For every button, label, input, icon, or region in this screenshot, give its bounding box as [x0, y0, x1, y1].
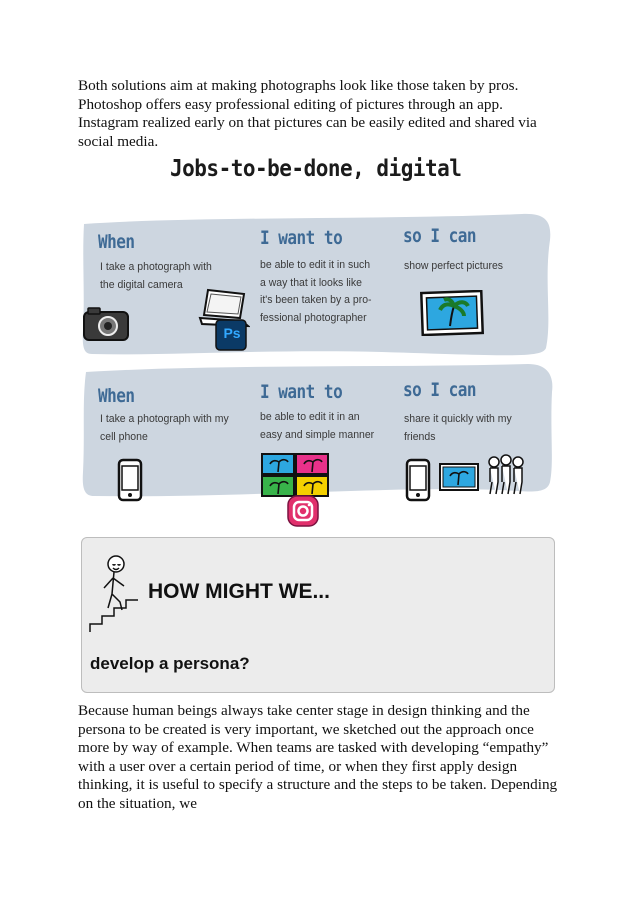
framed-photo-icon	[420, 290, 484, 336]
phone-icon	[116, 458, 144, 502]
hmw-subtitle: develop a persona?	[90, 654, 250, 673]
photo-grid-icon	[260, 452, 330, 498]
when-heading: When	[98, 230, 135, 253]
want-text: be able to edit it in an easy and simple manner	[260, 411, 375, 441]
hmw-title: HOW MIGHT WE...	[148, 580, 330, 603]
want-heading: I want to	[260, 226, 343, 249]
want-heading: I want to	[260, 380, 343, 403]
photo-icon	[438, 462, 480, 492]
when-heading: When	[98, 384, 135, 407]
jtbd-row-digital-camera	[82, 210, 554, 360]
can-text: share it quickly with my friends	[404, 413, 512, 443]
camera-icon	[82, 306, 130, 342]
jtbd-row-cell-phone	[82, 362, 554, 512]
figure-title: Jobs-to-be-done, digital	[170, 154, 462, 182]
intro-paragraph: Both solutions aim at making photographs look like those taken by pros. Photoshop offers easy professional editing of pictures through an app. Instagram realized early on that pictures can be easily edited and shared via social media.	[78, 77, 537, 150]
friends-icon	[484, 454, 528, 498]
how-might-we-card	[81, 537, 555, 693]
phone-icon	[404, 458, 432, 502]
when-text: I take a photograph with my cell phone	[100, 413, 229, 443]
can-heading: so I can	[403, 224, 477, 247]
can-heading: so I can	[403, 378, 477, 401]
instagram-logo-icon	[286, 494, 320, 528]
photoshop-logo-label: Ps	[223, 325, 241, 341]
can-text: show perfect pictures	[404, 260, 504, 272]
stairs-person-icon	[88, 552, 142, 634]
want-text: be able to edit it in such a way that it looks like it's been taken by a pro-fessional photographer	[260, 259, 372, 324]
when-text: I take a photograph with the digital camera	[100, 261, 212, 291]
body-paragraph: Because human beings always take center stage in design thinking and the persona to be created is very important, we sketched out the approach once more by way of example. When teams are tasked with developing “empathy” with a user over a certain period of time, or when they first apply design thinking, it is useful to specify a structure and the steps to be taken. Depending on the situation, we	[78, 702, 558, 812]
